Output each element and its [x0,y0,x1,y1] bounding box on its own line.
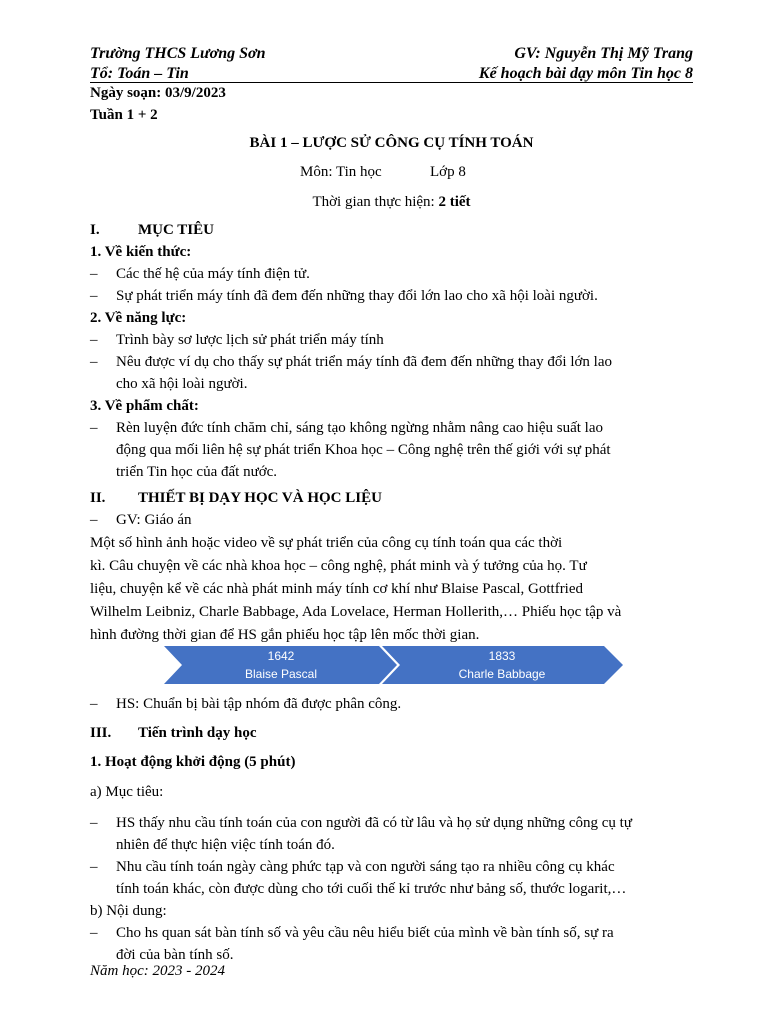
timeline-name: Charle Babbage [458,667,546,681]
section-title: MỤC TIÊU [138,222,214,238]
paragraph-line: liệu, chuyện kể về các nhà phát minh máy tính cơ khí như Blaise Pascal, Gottfried [90,581,584,597]
bullet-dash: – [90,696,98,712]
duration [90,191,693,213]
bullet-dash: – [90,332,98,348]
school-name: Trường THCS Lương Sơn [90,45,266,62]
timeline-year: 1642 [267,649,295,663]
bullet-dash: – [90,815,98,831]
prep-date: Ngày soạn: 03/9/2023 [90,85,226,101]
paragraph-line: kì. Câu chuyện về các nhà khoa học – công nghệ, phát minh và ý tưởng của họ. Tư [90,558,587,574]
bullet-dash: – [90,925,98,941]
section-title: THIẾT BỊ DẠY HỌC VÀ HỌC LIỆU [138,490,382,506]
timeline-event-1 [182,647,380,683]
skills-heading: 2. Về năng lực: [90,310,187,326]
bullet-dash: – [90,354,98,370]
paragraph-line: Wilhelm Leibniz, Charle Babbage, Ada Lovelace, Herman Hollerith,… Phiếu học tập và [90,604,622,620]
timeline [164,646,624,689]
subject: Môn: Tin học [300,164,382,180]
duration-label: Thời gian thực hiện: [312,194,439,210]
teacher-name: GV: Nguyễn Thị Mỹ Trang [514,45,693,62]
timeline-event-2 [400,647,604,683]
section-number: III. [90,725,112,741]
week: Tuần 1 + 2 [90,107,158,123]
section-title: Tiến trình dạy học [138,725,257,741]
bullet-dash: – [90,420,98,436]
duration-value: 2 tiết [438,194,471,210]
paragraph-line: hình đường thời gian để HS gắn phiếu học tập lên mốc thời gian. [90,627,480,643]
knowledge-heading: 1. Về kiến thức: [90,244,192,260]
lesson-title: BÀI 1 – LƯỢC SỬ CÔNG CỤ TÍNH TOÁN [249,135,534,151]
bullet-dash: – [90,859,98,875]
timeline-name: Blaise Pascal [244,667,318,681]
section-number: I. [90,222,100,238]
objective-label: a) Mục tiêu: [90,784,164,800]
qualities-heading: 3. Về phẩm chất: [90,398,199,414]
timeline-year: 1833 [488,649,516,663]
section-number: II. [90,490,106,506]
footer-school-year: Năm học: 2023 - 2024 [90,963,225,979]
grade: Lớp 8 [430,164,466,180]
bullet-dash: – [90,512,98,528]
department: Tổ: Toán – Tin [90,65,189,82]
paragraph-line: Một số hình ảnh hoặc video về sự phát triển của công cụ tính toán qua các thời [90,535,563,551]
bullet-dash: – [90,266,98,282]
bullet-dash: – [90,288,98,304]
activity-heading: 1. Hoạt động khởi động (5 phút) [90,754,296,770]
plan-title: Kế hoạch bài dạy môn Tin học 8 [478,65,693,82]
content-label: b) Nội dung: [90,903,167,919]
